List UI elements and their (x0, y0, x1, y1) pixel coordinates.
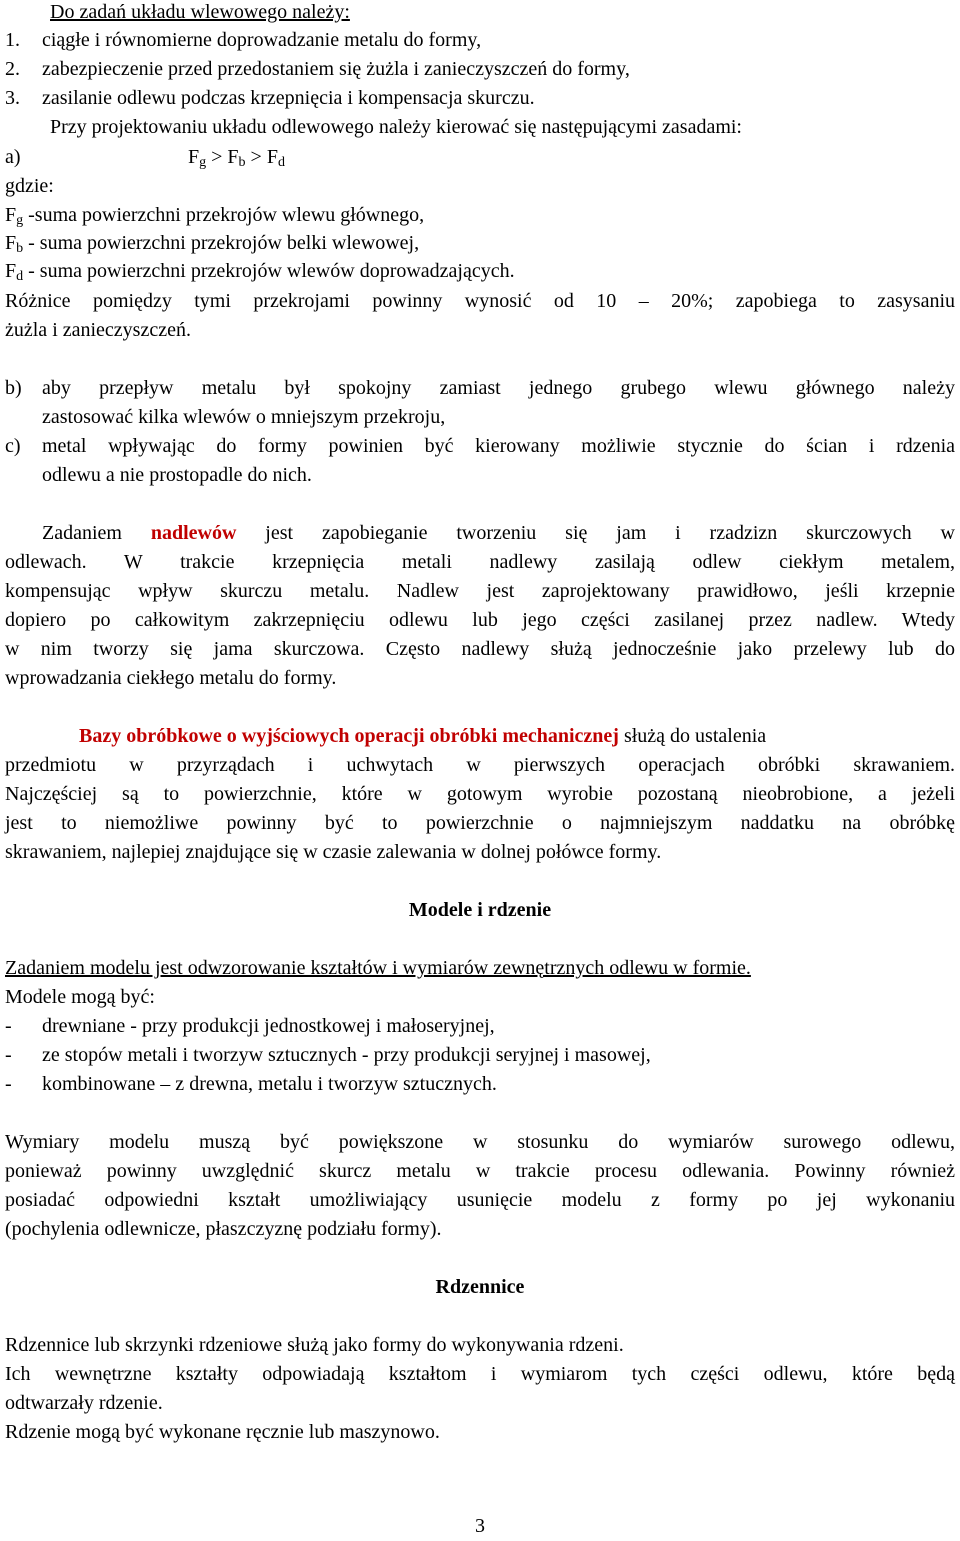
gdzie-label: gdzie: (5, 175, 54, 197)
def-fd: $F_d$ - suma powierzchni przekrojów wlewów doprowadzających. (5, 260, 515, 284)
rules-intro: Przy projektowaniu układu odlewowego należy kierować się następującymi zasadami: (50, 116, 742, 138)
modele-item-2: - ze stopów metali i tworzyw sztucznych - przy produkcji seryjnej i masowej, (5, 1044, 651, 1066)
intro-item-1 (5, 26, 482, 55)
diff-line-2: żużla i zanieczyszczeń. (5, 319, 191, 341)
keyword-bazy: Bazy obróbkowe o wyjściowych operacji obróbki mechanicznej (79, 725, 619, 747)
def-fg: $F_g$ -suma powierzchni przekrojów wlewu głównego, (5, 204, 425, 228)
list-number: 1. (5, 29, 20, 51)
list-text: zabezpieczenie przed przedostaniem się żużla i zanieczyszczeń do formy, (42, 58, 630, 80)
bazy-line-5: skrawaniem, najlepiej znajdujące się w czasie zalewania w dolnej połówce formy. (5, 841, 662, 863)
nadlewy-line-1: Zadaniem nadlewów jest zapobieganie tworzeniu się jam i rzadzizn skurczowych w (42, 522, 955, 544)
keyword-nadlewow: nadlewów (150, 522, 237, 544)
bazy-line-3: Najczęściej są to powierzchnie, które w gotowym wyrobie pozostaną nieobrobione, a jeżeli (5, 783, 955, 805)
nadlewy-line-5: w nim tworzy się jama skurczowa. Często nadlewy służą jednocześnie jako przelewy lub do (5, 638, 955, 660)
nadlewy-line-6: wprowadzania ciekłego metalu do formy. (5, 667, 337, 689)
rule-a-label: a) (5, 146, 21, 168)
list-number: 3. (5, 87, 20, 109)
rule-b-label: b) (5, 377, 22, 399)
nadlewy-line-3: kompensując wpływ skurczu metalu. Nadlew jest zaprojektowany prawidłowo, jeśli krzepnie (5, 580, 955, 602)
modele-w-line-2: ponieważ powinny uwzględnić skurcz metalu w trakcie procesu odlewania. Powinny również (5, 1160, 955, 1182)
rule-c-label: c) (5, 435, 21, 457)
modele-underlined: Zadaniem modelu jest odwzorowanie kształtów i wymiarów zewnętrznych odlewu w formie. (5, 957, 751, 979)
nadlewy-line-4: dopiero po całkowitym zakrzepnięciu odlewu lub jego części zasilanej przez nadlew. Wtedy (5, 609, 955, 631)
rule-b-line-2: zastosować kilka wlewów o mniejszym przekroju, (42, 406, 446, 428)
rule-c-line-2: odlewu a nie prostopadle do nich. (42, 464, 312, 486)
rule-b-line-1: aby przepływ metalu był spokojny zamiast jednego grubego wlewu głównego należy (42, 377, 955, 399)
intro-item-3 (5, 84, 535, 113)
rdzennice-line-2: Ich wewnętrzne kształty odpowiadają kształtom i wymiarom tych części odlewu, które będą (5, 1363, 955, 1385)
modele-w-line-3: posiadać odpowiedni kształt umożliwiający usunięcie modelu z formy po jej wykonaniu (5, 1189, 955, 1211)
modele-w-line-1: Wymiary modelu muszą być powiększone w stosunku do wymiarów surowego odlewu, (5, 1131, 955, 1153)
rdzennice-line-3: odtwarzały rdzenie. (5, 1392, 163, 1414)
intro-heading: Do zadań układu wlewowego należy: (50, 1, 350, 23)
bazy-line-2: przedmiotu w przyrządach i uchwytach w pierwszych operacjach obróbki skrawaniem. (5, 754, 955, 776)
diff-line-1: Różnice pomiędzy tymi przekrojami powinny wynosić od 10 – 20%; zapobiega to zasysaniu (5, 290, 955, 312)
def-fb: $F_b$ - suma powierzchni przekrojów belki wlewowej, (5, 232, 420, 256)
list-text: ciągłe i równomierne doprowadzanie metalu do formy, (42, 29, 482, 51)
section-title-modele: Modele i rdzenie (408, 899, 552, 921)
rule-c-line-1: metal wpływając do formy powinien być kierowany możliwie stycznie do ścian i rdzenia (42, 435, 955, 457)
modele-can-be: Modele mogą być: (5, 986, 155, 1008)
modele-w-line-4: (pochylenia odlewnicze, płaszczyznę podziału formy). (5, 1218, 442, 1240)
formula: $F_g > F_b > F_d$ (188, 146, 285, 170)
section-title-rdzennice: Rdzennice (435, 1276, 525, 1298)
modele-item-3: - kombinowane – z drewna, metalu i tworzyw sztucznych. (5, 1073, 497, 1095)
rdzennice-line-1: Rdzennice lub skrzynki rdzeniowe służą jako formy do wykonywania rdzeni. (5, 1334, 624, 1356)
page-number: 3 (475, 1515, 485, 1537)
modele-item-1: - drewniane - przy produkcji jednostkowej i małoseryjnej, (5, 1015, 495, 1037)
nadlewy-line-2: odlewach. W trakcie krzepnięcia metali nadlewy zasilają odlew ciekłym metalem, (5, 551, 955, 573)
intro-item-2 (5, 55, 630, 84)
bazy-line-1: Bazy obróbkowe o wyjściowych operacji obróbki mechanicznej służą do ustalenia (79, 725, 767, 747)
bazy-line-4: jest to niemożliwe powinny być to powierzchnie o najmniejszym naddatku na obróbkę (5, 812, 955, 834)
list-number: 2. (5, 58, 20, 80)
list-text: zasilanie odlewu podczas krzepnięcia i kompensacja skurczu. (42, 87, 535, 109)
rdzennice-line-4: Rdzenie mogą być wykonane ręcznie lub maszynowo. (5, 1421, 440, 1443)
